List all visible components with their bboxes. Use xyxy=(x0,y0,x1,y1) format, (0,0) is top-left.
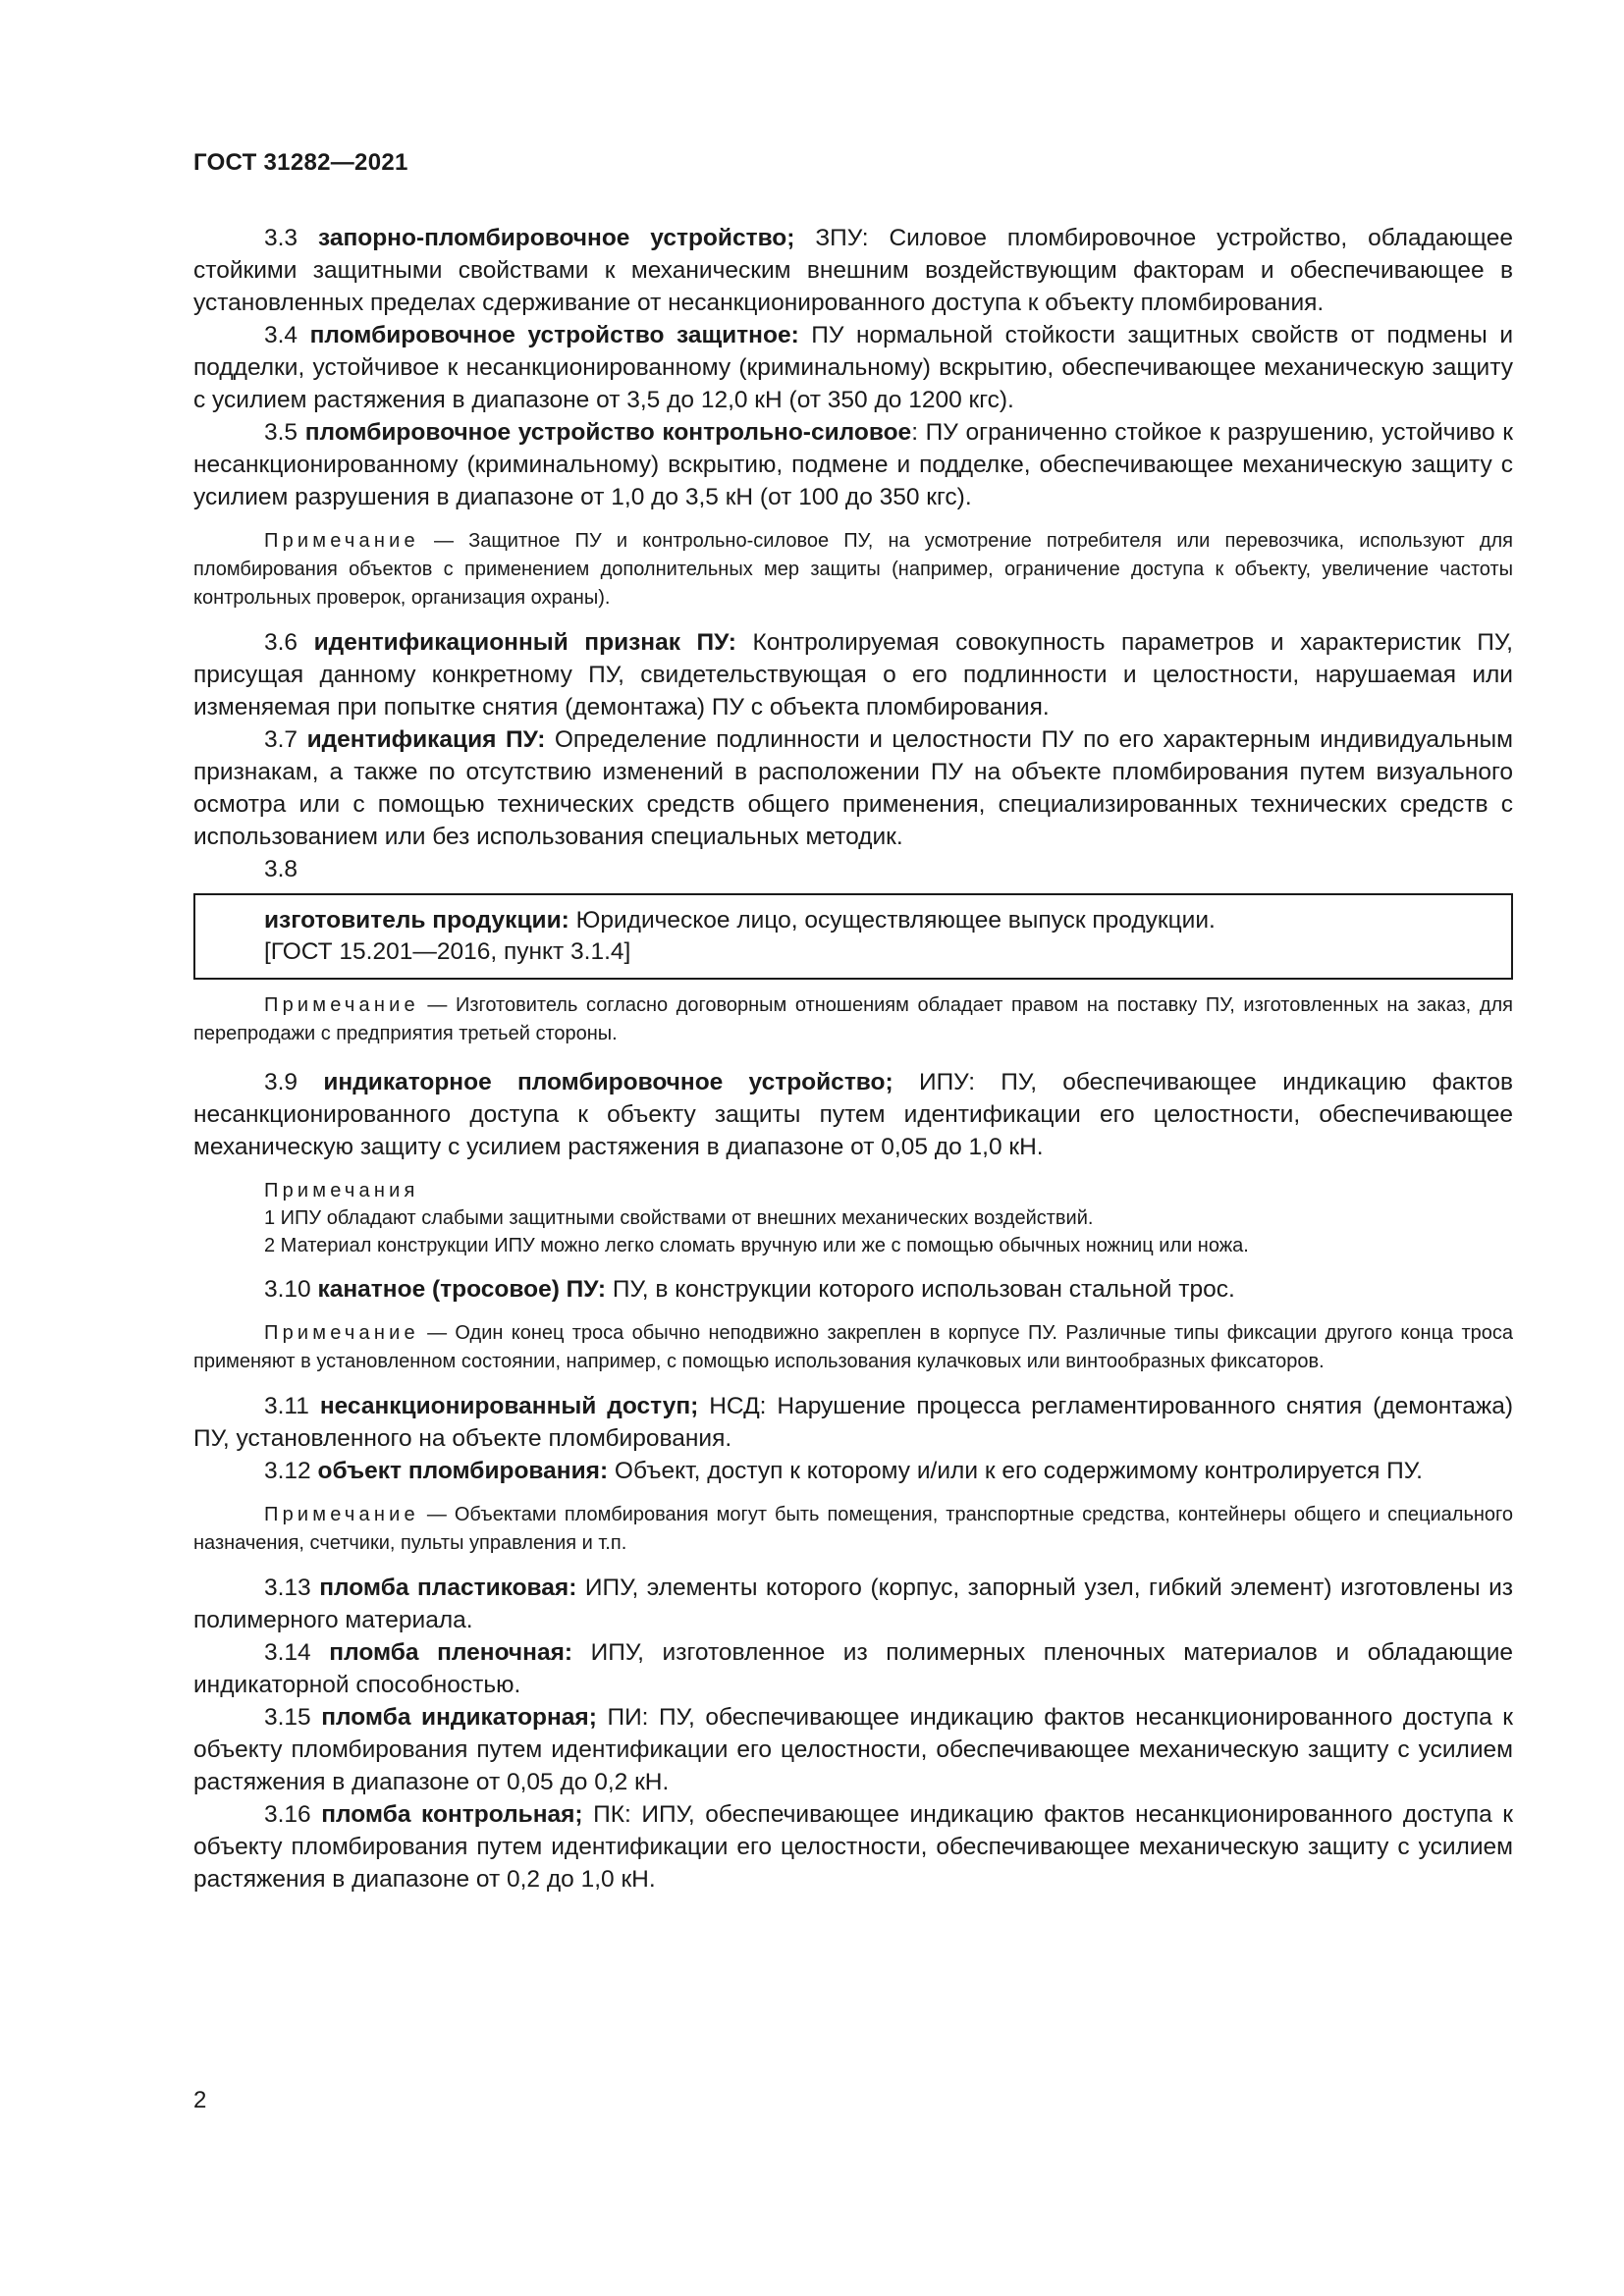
document-body xyxy=(193,222,1513,1896)
quoted-term-box xyxy=(193,893,1513,980)
term-name: пломбировочное устройство контрольно-силовое xyxy=(304,419,912,446)
term-name: идентификация ПУ: xyxy=(306,726,546,753)
note-3-12: Примечание — Объектами пломбирования могут быть помещения, транспортные средства, контейнеры общего и специального назначения, счетчики, пульты управления и т.п. xyxy=(193,1504,1514,1554)
term-3-14: 3.14 пломба пленочная: ИПУ, изготовленное из полимерных пленочных материалов и обладающие индикаторной способностью. xyxy=(193,1639,1514,1698)
term-3-9: 3.9 индикаторное пломбировочное устройство; ИПУ: ПУ, обеспечивающее индикацию фактов несанкционированного доступа к объекту защиты путем идентификации его целостности, обеспечивающее механическую защиту с усилием растяжения в диапазоне от 0,05 до 1,0 кН. xyxy=(193,1069,1514,1160)
term-name: пломбировочное устройство защитное: xyxy=(309,322,799,348)
term-name: изготовитель продукции: xyxy=(264,907,569,934)
notes-3-9: Примечания 1 ИПУ обладают слабыми защитными свойствами от внешних механических воздействий. 2 Материал конструкции ИПУ можно легко сломать вручную или же с помощью обычных ножниц или ножа. xyxy=(193,1177,1513,1259)
term-name: пломба контрольная; xyxy=(321,1801,583,1828)
term-3-5: 3.5 пломбировочное устройство контрольно-силовое: ПУ ограниченно стойкое к разрушению, устойчиво к несанкционированному (криминальному) вскрытию, подмене и подделке, обеспечивающее механическую защиту с усилием разрушения в диапазоне от 1,0 до 3,5 кН (от 100 до 350 кгс). xyxy=(193,419,1514,510)
term-3-15: 3.15 пломба индикаторная; ПИ: ПУ, обеспечивающее индикацию фактов несанкционированного доступа к объекту пломбирования путем идентификации его целостности, обеспечивающее механическую защиту с усилием растяжения в диапазоне от 0,05 до 0,2 кН. xyxy=(193,1704,1513,1795)
term-3-16: 3.16 пломба контрольная; ПК: ИПУ, обеспечивающее индикацию фактов несанкционированного доступа к объекту пломбирования путем идентификации его целостности, обеспечивающее механическую защиту с усилием растяжения в диапазоне от 0,2 до 1,0 кН. xyxy=(193,1801,1514,1893)
term-name: запорно-пломбировочное устройство; xyxy=(317,225,795,251)
term-name: канатное (тросовое) ПУ: xyxy=(317,1276,607,1303)
term-name: индикаторное пломбировочное устройство; xyxy=(323,1069,893,1095)
term-name: пломба пленочная: xyxy=(329,1639,573,1666)
term-name: объект пломбирования: xyxy=(317,1458,609,1484)
note-3-10: Примечание — Один конец троса обычно неподвижно закреплен в корпусе ПУ. Различные типы фиксации другого конца троса применяют в установленном состоянии, например, с помощью использования кулачковых или винтообразных фиксаторов. xyxy=(193,1322,1513,1372)
term-name: несанкционированный доступ; xyxy=(319,1393,699,1419)
term-name: пломба индикаторная; xyxy=(321,1704,597,1731)
term-reference: [ГОСТ 15.201—2016, пункт 3.1.4] xyxy=(264,938,631,965)
term-3-6: 3.6 идентификационный признак ПУ: Контролируемая совокупность параметров и характеристик ПУ, присущая данному конкретному ПУ, свидетельствующая о его подлинности и целостности, нарушаемая или изменяемая при попытке снятия (демонтажа) ПУ с объекта пломбирования. xyxy=(193,629,1513,721)
page-header: ГОСТ 31282—2021 xyxy=(193,149,408,176)
term-3-12: 3.12 объект пломбирования: Объект, доступ к которому и/или к его содержимому контролируется ПУ. xyxy=(264,1458,1423,1484)
note-3-5: Примечание — Защитное ПУ и контрольно-силовое ПУ, на усмотрение потребителя или перевозчика, используют для пломбирования объектов с применением дополнительных мер защиты (например, ограничение доступа к объекту, увеличение частоты контрольных проверок, организация охраны). xyxy=(193,530,1513,609)
term-3-8: изготовитель продукции: Юридическое лицо, осуществляющее выпуск продукции. xyxy=(264,907,1216,934)
page-number: 2 xyxy=(193,2087,207,2113)
term-3-10: 3.10 канатное (тросовое) ПУ: ПУ, в конструкции которого использован стальной трос. xyxy=(264,1276,1235,1303)
term-3-13: 3.13 пломба пластиковая: ИПУ, элементы которого (корпус, запорный узел, гибкий элемент) изготовлены из полимерного материала. xyxy=(193,1575,1514,1633)
term-3-8-number: 3.8 xyxy=(264,856,298,882)
note-3-8: Примечание — Изготовитель согласно договорным отношениям обладает правом на поставку ПУ, изготовленных на заказ, для перепродажи с предприятия третьей стороны. xyxy=(193,994,1513,1044)
term-3-3: 3.3 запорно-пломбировочное устройство; ЗПУ: Силовое пломбировочное устройство, обладающее стойкими защитными свойствами к механическим внешним воздействующим факторам и обеспечивающее в установленных пределах сдерживание от несанкционированного доступа к объекту пломбирования. xyxy=(193,225,1514,316)
note-item: 1 ИПУ обладают слабыми защитными свойствами от внешних механических воздействий. xyxy=(264,1207,1094,1229)
term-3-4: 3.4 пломбировочное устройство защитное: ПУ нормальной стойкости защитных свойств от подмены и подделки, устойчивое к несанкционированному (криминальному) вскрытию, обеспечивающее механическую защиту с усилием растяжения в диапазоне от 3,5 до 12,0 кН (от 350 до 1200 кгс). xyxy=(193,322,1514,413)
term-name: пломба пластиковая: xyxy=(319,1575,577,1601)
term-3-11: 3.11 несанкционированный доступ; НСД: Нарушение процесса регламентированного снятия (демонтажа) ПУ, установленного на объекте пломбирования. xyxy=(193,1393,1514,1452)
term-name: идентификационный признак ПУ: xyxy=(313,629,736,656)
note-item: 2 Материал конструкции ИПУ можно легко сломать вручную или же с помощью обычных ножниц или ножа. xyxy=(264,1235,1249,1256)
term-3-7: 3.7 идентификация ПУ: Определение подлинности и целостности ПУ по его характерным индивидуальным признакам, а также по отсутствию изменений в расположении ПУ на объекте пломбирования путем визуального осмотра или с помощью технических средств общего применения, специализированных технических средств с использованием или без использования специальных методик. xyxy=(193,726,1513,850)
